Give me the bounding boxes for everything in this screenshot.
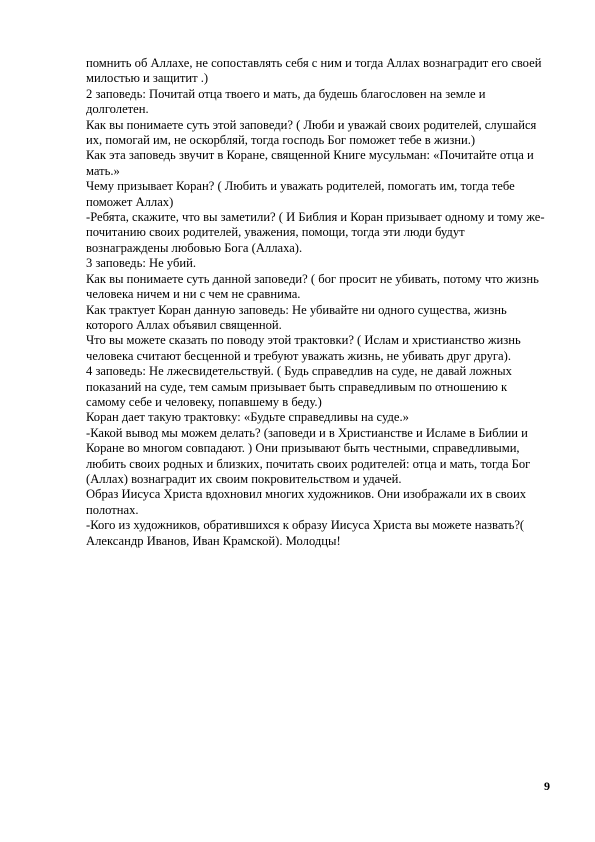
paragraph: -Кого из художников, обратившихся к образу Иисуса Христа вы можете назвать?( Александр Иванов, Иван Крамской). Молодцы! — [86, 518, 525, 548]
paragraph: Как вы понимаете суть данной заповеди? ( бог просит не убивать, потому что жизнь человека ничем и ни с чем не сравнима. — [86, 271, 539, 302]
paragraph: Как трактует Коран данную заповедь: Не убивайте ни одного существа, жизнь которого Аллах объявил священной. — [86, 302, 507, 332]
paragraph: Как вы понимаете суть этой заповеди? ( Люби и уважай своих родителей, слушайся их, помогай им, не оскорбляй, тогда господь Бог поможет тебе в жизни.) — [86, 117, 537, 148]
paragraph: помнить об Аллахе, не сопоставлять себя с ним и тогда Аллах вознаградит его своей милостью и защитит .) — [86, 56, 542, 86]
paragraph: 4 заповедь: Не лжесвидетельствуй. ( Будь справедлив на суде, не давай ложных показаний на суде, тем самым призывает быть справедливым по отношению к самому себе и человеку, попавшему в беду.) — [86, 364, 512, 409]
paragraph: Что вы можете сказать по поводу этой трактовки? ( Ислам и христианство жизнь человека считают бесценной и требуют уважать жизнь, не убивать друг друга). — [86, 333, 521, 363]
paragraph: Чему призывает Коран? ( Любить и уважать родителей, помогать им, тогда тебе поможет Аллах) — [86, 179, 515, 209]
paragraph: Образ Иисуса Христа вдохновил многих художников. Они изображали их в своих полотнах. — [86, 487, 526, 517]
paragraph: -Ребята, скажите, что вы заметили? ( И Библия и Коран призывает одному и тому же- почитанию своих родителей, уважения, помощи, тогда эти люди будут вознаграждены любовью Бога (Аллаха). — [86, 210, 545, 255]
page-number: 9 — [544, 779, 550, 793]
paragraph: -Какой вывод мы можем делать? (заповеди и в Христианстве и Исламе в Библии и Коране во многом совпадают. ) Они призывают быть честными, справедливыми, любить своих родных и близких, почитать своих родителей: отца и мать, тогда Бог (Аллах) вознаградит их своим покровительством и удачей. — [86, 425, 531, 486]
paragraph: 2 заповедь: Почитай отца твоего и мать, да будешь благословен на земле и долголетен. — [86, 86, 486, 117]
paragraph: Как эта заповедь звучит в Коране, священной Книге мусульман: «Почитайте отца и мать.» — [86, 148, 534, 178]
paragraph: Коран дает такую трактовку: «Будьте справедливы на суде.» — [86, 410, 409, 425]
page-body-text — [86, 56, 546, 549]
paragraph: 3 заповедь: Не убий. — [86, 256, 196, 271]
